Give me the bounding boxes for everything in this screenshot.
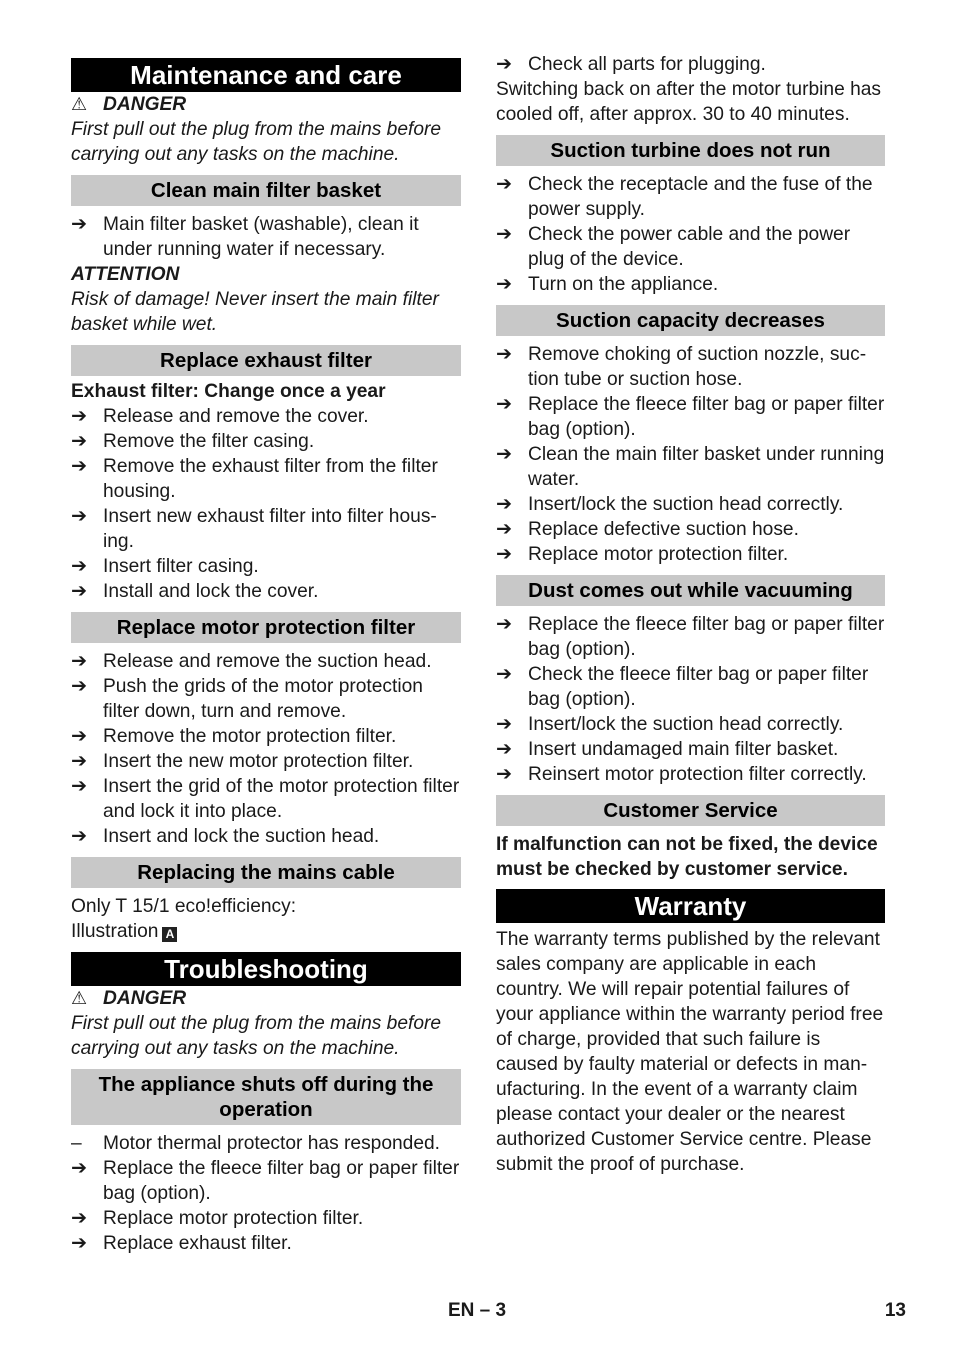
arrow-icon: ➔ <box>496 544 513 565</box>
exhaust-list <box>71 404 461 604</box>
heading-warranty: Warranty <box>496 889 885 923</box>
illustration-a-icon: A <box>162 927 177 942</box>
list-item: ➔ Insert new exhaust filter into filter housing. <box>71 506 437 552</box>
arrow-icon: ➔ <box>71 1233 88 1254</box>
list-item: ➔ Reinsert motor protection filter correctly. <box>496 764 867 785</box>
arrow-icon: ➔ <box>496 344 513 365</box>
list-item: ➔ Insert and lock the suction head. <box>71 826 380 847</box>
arrow-icon: ➔ <box>71 214 88 235</box>
list-item: ➔ Clean the main filter basket under running water. <box>496 444 885 490</box>
right-column <box>496 52 885 1177</box>
danger-label: DANGER <box>103 988 187 1009</box>
list-item: ➔ Check the power cable and the power plug of the device. <box>496 224 851 270</box>
arrow-icon: ➔ <box>71 826 88 847</box>
mains-cable-line1: Only T 15/1 eco!efficiency: <box>71 896 297 917</box>
danger-notice <box>71 986 461 1011</box>
list-item: ➔ Insert filter casing. <box>71 556 259 577</box>
mains-cable-line2: Illustration A <box>71 919 461 944</box>
heading-exhaust: Replace exhaust filter <box>71 345 461 376</box>
arrow-icon: ➔ <box>496 444 513 465</box>
switch-on-text: Switching back on after the motor turbine has cooled off, after approx. 30 to 40 minutes. <box>496 79 882 125</box>
warning-icon: ⚠ <box>71 94 88 114</box>
attention-label: ATTENTION <box>71 264 180 285</box>
dash-marker: – <box>71 1133 82 1154</box>
list-item: ➔ Replace exhaust filter. <box>71 1233 292 1254</box>
arrow-icon: ➔ <box>496 714 513 735</box>
arrow-icon: ➔ <box>496 394 513 415</box>
list-item: ➔ Remove choking of suction nozzle, suction tube or suction hose. <box>496 344 867 390</box>
list-item: ➔ Replace the fleece filter bag or paper filter bag (option). <box>496 614 885 660</box>
heading-motor-filter: Replace motor protection filter <box>71 612 461 643</box>
list-item: – Motor thermal protector has responded. <box>71 1133 441 1154</box>
danger-notice <box>71 92 461 117</box>
turbine-list <box>496 172 885 297</box>
list-item: ➔ Replace the fleece filter bag or paper filter bag (option). <box>496 394 885 440</box>
arrow-icon: ➔ <box>71 556 88 577</box>
arrow-icon: ➔ <box>71 1158 88 1179</box>
warning-icon: ⚠ <box>71 988 88 1008</box>
section-footer: EN – 3 <box>448 1300 507 1321</box>
list-item: ➔ Main filter basket (washable), clean it under running water if necessary. <box>71 214 419 260</box>
list-item: ➔ Insert the new motor protection filter. <box>71 751 414 772</box>
plugging-list <box>496 52 885 77</box>
heading-customer-service: Customer Service <box>496 795 885 826</box>
danger-text: First pull out the plug from the mains before carrying out any tasks on the machine. <box>71 1013 442 1059</box>
list-item: ➔ Insert/lock the suction head correctly. <box>496 494 844 515</box>
list-item: ➔ Push the grids of the motor protection filter down, turn and remove. <box>71 676 423 722</box>
arrow-icon: ➔ <box>496 614 513 635</box>
list-item: ➔ Replace motor protection filter. <box>71 1208 364 1229</box>
clean-filter-list <box>71 212 461 262</box>
shuts-off-list <box>71 1131 461 1256</box>
customer-service-text: If malfunction can not be fixed, the device must be checked by customer service. <box>496 834 878 880</box>
list-item: ➔ Remove the motor protection filter. <box>71 726 397 747</box>
arrow-icon: ➔ <box>71 406 88 427</box>
heading-turbine: Suction turbine does not run <box>496 135 885 166</box>
list-item: ➔ Remove the filter casing. <box>71 431 315 452</box>
arrow-icon: ➔ <box>496 764 513 785</box>
arrow-icon: ➔ <box>71 676 88 697</box>
arrow-icon: ➔ <box>71 726 88 747</box>
heading-capacity: Suction capacity decreases <box>496 305 885 336</box>
list-item: ➔ Turn on the appliance. <box>496 274 719 295</box>
arrow-icon: ➔ <box>496 519 513 540</box>
list-item: ➔ Replace defective suction hose. <box>496 519 799 540</box>
arrow-icon: ➔ <box>496 664 513 685</box>
arrow-icon: ➔ <box>496 739 513 760</box>
arrow-icon: ➔ <box>71 431 88 452</box>
list-item: ➔ Remove the exhaust filter from the filter housing. <box>71 456 438 502</box>
arrow-icon: ➔ <box>496 224 513 245</box>
heading-mains-cable: Replacing the mains cable <box>71 857 461 888</box>
arrow-icon: ➔ <box>496 494 513 515</box>
left-column <box>71 52 461 1256</box>
exhaust-subtitle: Exhaust filter: Change once a year <box>71 381 386 402</box>
list-item: ➔ Install and lock the cover. <box>71 581 319 602</box>
arrow-icon: ➔ <box>496 54 513 75</box>
arrow-icon: ➔ <box>496 174 513 195</box>
arrow-icon: ➔ <box>71 456 88 477</box>
list-item: ➔ Check the fleece filter bag or paper filter bag (option). <box>496 664 869 710</box>
attention-text: Risk of damage! Never insert the main filter basket while wet. <box>71 289 439 335</box>
list-item: ➔ Insert the grid of the motor protection filter and lock it into place. <box>71 776 460 822</box>
arrow-icon: ➔ <box>71 581 88 602</box>
arrow-icon: ➔ <box>71 751 88 772</box>
arrow-icon: ➔ <box>71 651 88 672</box>
arrow-icon: ➔ <box>71 506 88 527</box>
arrow-icon: ➔ <box>496 274 513 295</box>
danger-text: First pull out the plug from the mains before carrying out any tasks on the machine. <box>71 119 442 165</box>
heading-dust: Dust comes out while vacuuming <box>496 575 885 606</box>
list-item: ➔ Insert undamaged main filter basket. <box>496 739 839 760</box>
heading-troubleshooting: Troubleshooting <box>71 952 461 986</box>
heading-maintenance: Maintenance and care <box>71 58 461 92</box>
list-item: ➔ Check the receptacle and the fuse of the power supply. <box>496 174 873 220</box>
capacity-list <box>496 342 885 567</box>
heading-clean-filter: Clean main filter basket <box>71 175 461 206</box>
dust-list <box>496 612 885 787</box>
motor-filter-list <box>71 649 461 849</box>
list-item: ➔ Replace the fleece filter bag or paper filter bag (option). <box>71 1158 460 1204</box>
page-number: 13 <box>884 1300 906 1321</box>
list-item: ➔ Check all parts for plugging. <box>496 54 766 75</box>
warranty-text: The warranty terms published by the relevant sales company are applicable in each country. We will repair potential failures of your appliance within the warranty period free of charge, provided that such failure is caused by faulty material or defects in manufacturing. In the event of a warranty claim please contact your dealer or the nearest authorized Customer Service centre. Please submit the proof of purchase. <box>496 929 884 1175</box>
danger-label: DANGER <box>103 94 187 115</box>
list-item: ➔ Insert/lock the suction head correctly. <box>496 714 844 735</box>
list-item: ➔ Replace motor protection filter. <box>496 544 789 565</box>
arrow-icon: ➔ <box>71 776 88 797</box>
list-item: ➔ Release and remove the cover. <box>71 406 369 427</box>
arrow-icon: ➔ <box>71 1208 88 1229</box>
heading-shuts-off: The appliance shuts off during the operation <box>71 1069 461 1125</box>
list-item: ➔ Release and remove the suction head. <box>71 651 432 672</box>
